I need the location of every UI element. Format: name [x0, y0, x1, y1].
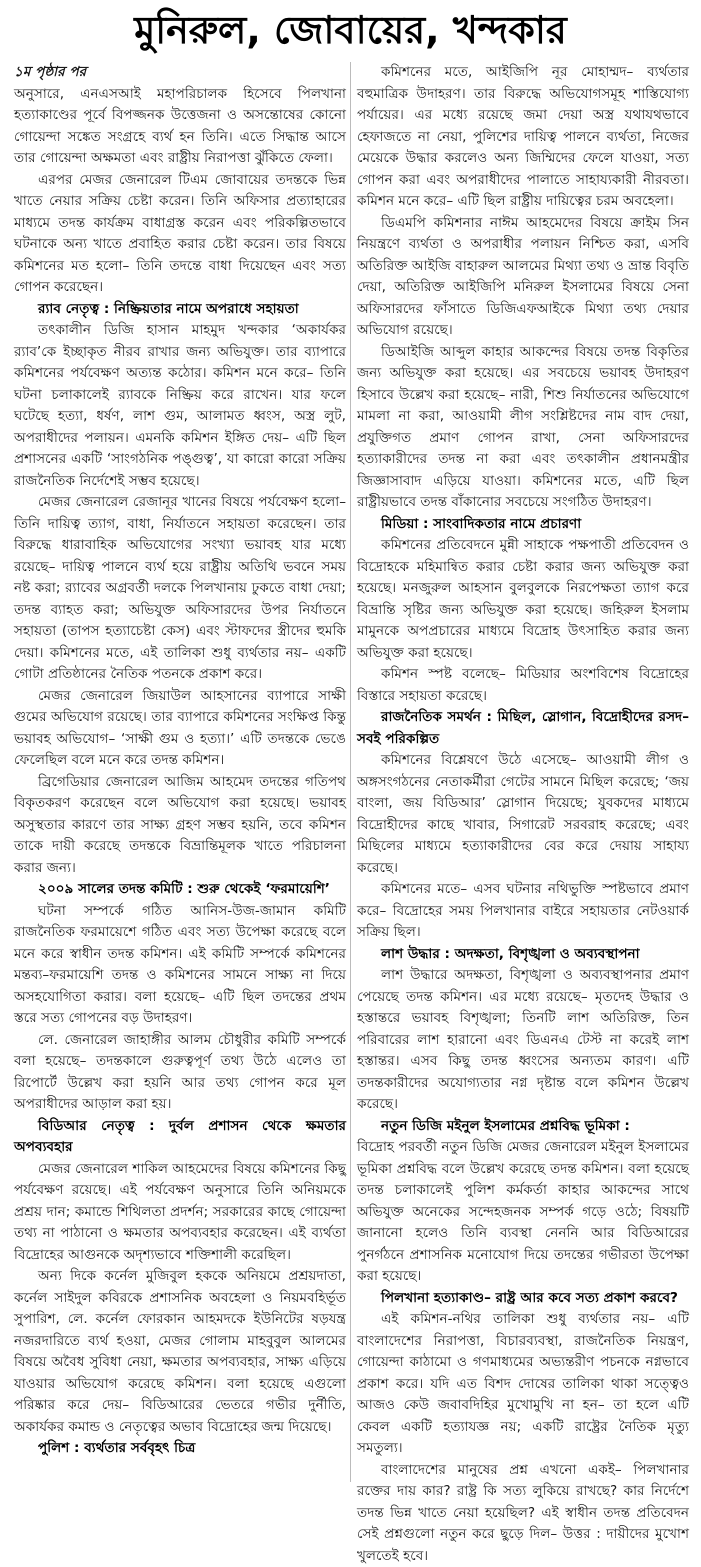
body-paragraph: কমিশনের বিশ্লেষণে উঠে এসেছে– আওয়ামী লীগ ও অঙ্গসংগঠনের নেতাকর্মীরা গেটের সামনে মিছিল করেছে; ‘জয় বাংলা, জয় বিডিআর’ স্লোগান দিয়েছে; যুবকদের মাধ্যমে বিদ্রোহীদের কাছে খাবার, সিগারেট সরবরাহ করেছে; এবং মিছিলের মাধ্যমে হত্যাকারীদের বের করে দেয়ায় সাহায্য করেছে। — [357, 750, 689, 879]
section-subheading: পুলিশ : ব্যর্থতার সর্ববৃহৎ চিত্র — [14, 1438, 346, 1460]
body-paragraph: মেজর জেনারেল শাকিল আহমেদের বিষয়ে কমিশনের কিছু পর্যবেক্ষণ রয়েছে। এই পর্যবেক্ষণ অনুসারে তিনি অনিয়মকে প্রশ্রয় দান; কমান্ডে শিথিলতা প্রদর্শন; সরকারের কাছে গোয়েন্দা তথ্য না পাঠানো ও ক্ষমতার অপব্যবহার করেছেন। এই ব্যর্থতা বিদ্রোহের আগুনকে অদৃশ্যভাবে শক্তিশালী করেছিল। — [14, 1159, 346, 1267]
section-subheading: মিডিয়া : সাংবাদিকতার নামে প্রচারণা — [357, 514, 689, 536]
body-paragraph: ডিএমপি কমিশনার নাঈম আহমেদের বিষয়ে ক্রাইম সিন নিয়ন্ত্রণে ব্যর্থতা ও অপরাধীর পলায়ন নিশ্চিত করা, এসবি অতিরিক্ত আইজি বাহারুল আলমের মিথ্যা তথ্য ও ভ্রান্ত বিবৃতি দেয়া, অতিরিক্ত আইজিপি মনিরুল ইসলামের বিষয়ে সেনা অফিসারদের ফাঁসাতে ডিজিএফআইকে মিথ্যা তথ্য দেয়ার অভিযোগ রয়েছে। — [357, 213, 689, 342]
body-paragraph: ব্রিগেডিয়ার জেনারেল আজিম আহমেদ তদন্তের গতিপথ বিকৃতকরণ করেছেন বলে অভিযোগ করা হয়েছে। ভয়াবহ অসুস্থতার কারণে তার সাক্ষ্য গ্রহণ সম্ভব হয়নি, তবে কমিশন তাকে দায়ী করেছে তদন্তকে বিভ্রান্তিমূলক খাতে পরিচালনা করার জন্য। — [14, 772, 346, 880]
section-subheading: লাশ উদ্ধার : অদক্ষতা, বিশৃঙ্খলা ও অব্যবস্থাপনা — [357, 944, 689, 966]
body-paragraph: এরপর মেজর জেনারেল টিএম জোবায়ের তদন্তকে ভিন্ন খাতে নেয়ার সক্রিয় চেষ্টা করেন। তিনি অফিসার প্রত্যাহারের মাধ্যমে তদন্ত কার্যক্রম বাধাগ্রস্ত করেন এবং পরিকল্পিতভাবে ঘটনাকে অন্য খাতে প্রবাহিত করার চেষ্টা করেন। তার বিষয়ে কমিশনের মত হলো– তিনি তদন্তে বাধা দিয়েছেন এবং সত্য গোপন করেছেন। — [14, 170, 346, 299]
section-subheading: পিলখানা হত্যাকাণ্ড– রাষ্ট্র আর কবে সত্য প্রকাশ করবে? — [357, 1288, 689, 1310]
article-column-right — [357, 62, 689, 1567]
body-paragraph: বাংলাদেশের মানুষের প্রশ্ন এখনো একই– পিলখানার রক্তের দায় কার? রাষ্ট্র কি সত্য লুকিয়ে রাখছে? কার নির্দেশে তদন্ত ভিন্ন খাতে নেয়া হয়েছিল? এই স্বাধীন তদন্ত প্রতিবেদন সেই প্রশ্নগুলো নতুন করে ছুড়ে দিল– উত্তর : দায়ীদের মুখোশ খুলতেই হবে। — [357, 1460, 689, 1567]
body-paragraph: কমিশন স্পষ্ট বলেছে– মিডিয়ার অংশবিশেষ বিদ্রোহের বিস্তারে সহায়তা করেছে। — [357, 664, 689, 707]
body-paragraph: লে. জেনারেল জাহাঙ্গীর আলম চৌধুরীর কমিটি সম্পর্কে বলা হয়েছে– তদন্তকালে গুরুত্বপূর্ণ তথ্য উঠে এলেও তা রিপোর্টে উল্লেখ করা হয়নি আর তথ্য গোপন করে মূল অপরাধীদের আড়াল করা হয়। — [14, 1030, 346, 1116]
body-paragraph: কমিশনের মতে– এসব ঘটনার নথিভুক্তি স্পষ্টভাবে প্রমাণ করে– বিদ্রোহের সময় পিলখানার বাইরে সহায়তার নেটওয়ার্ক সক্রিয় ছিল। — [357, 879, 689, 944]
section-subheading: ২০০৯ সালের তদন্ত কমিটি : শুরু থেকেই ‘ফরমায়েশি’ — [14, 879, 346, 901]
column-divider — [350, 62, 351, 1482]
section-subheading: রাজনৈতিক সমর্থন : মিছিল, স্লোগান, বিদ্রোহীদের রসদ– সবই পরিকল্পিত — [357, 707, 689, 750]
body-paragraph: লাশ উদ্ধারে অদক্ষতা, বিশৃঙ্খলা ও অব্যবস্থাপনার প্রমাণ পেয়েছে তদন্ত কমিশন। এর মধ্যে রয়েছে– মৃতদেহ উদ্ধার ও হস্তান্তরে ভয়াবহ বিশৃঙ্খলা; তিনটি লাশ অতিরিক্ত, তিন পরিবারের লাশ হারানো এবং ডিএনএ টেস্ট না করেই লাশ হস্তান্তর। এসব কিছু তদন্ত ধ্বংসের অন্যতম কারণ। এটি তদন্তকারীদের অযোগ্যতার নগ্ন দৃষ্টান্ত বলে কমিশন উল্লেখ করেছে। — [357, 965, 689, 1116]
body-paragraph: ঘটনা সম্পর্কে গঠিত আনিস-উজ-জামান কমিটি রাজনৈতিক ফরমায়েশে গঠিত এবং সত্য উপেক্ষা করেছে বলে মনে করে স্বাধীন তদন্ত কমিশন। এই কমিটি সম্পর্কে কমিশনের মন্তব্য–ফরমায়েশি তদন্ত ও কমিশনের সামনে সাক্ষ্য না দিয়ে অসহযোগিতা করার। বলা হয়েছে– এটি ছিল তদন্তের প্রথম স্তরে সত্য গোপনের বড় উদাহরণ। — [14, 901, 346, 1030]
body-paragraph: বিদ্রোহ পরবর্তী নতুন ডিজি মেজর জেনারেল মইনুল ইসলামের ভূমিকা প্রশ্নবিদ্ধ বলে উল্লেখ করেছে তদন্ত কমিশন। বলা হয়েছে তদন্ত চলাকালেই পুলিশ কর্মকর্তা কাহার আকন্দের সাথে অভিযুক্ত অনেকের সন্দেহজনক সম্পর্ক গড়ে ওঠে; বিষয়টি জানানো হলেও তিনি ব্যবস্থা নেননি আর বিডিআরের পুনর্গঠনে প্রশাসনিক মনোযোগ দিয়ে তদন্তের গভীরতা উপেক্ষা করা হয়েছে। — [357, 1137, 689, 1288]
section-subheading: র‍্যাব নেতৃত্ব : নিষ্ক্রিয়তার নামে অপরাধে সহায়তা — [14, 299, 346, 321]
body-paragraph: তৎকালীন ডিজি হাসান মাহমুদ খন্দকার ‘অকার্যকর র‍্যাব’কে ইচ্ছাকৃত নীরব রাখার জন্য অভিযুক্ত। তার ব্যাপারে কমিশনের পর্যবেক্ষণ অত্যন্ত কঠোর। কমিশন মনে করে– তিনি ঘটনা চলাকালেই র‍্যাবকে নিষ্ক্রিয় করে রাখেন। যার ফলে ঘটেছে হত্যা, ধর্ষণ, লাশ গুম, আলামত ধ্বংস, অস্ত্র লুট, অপরাধীদের পলায়ন। এমনকি কমিশন ইঙ্গিত দেয়– এটি ছিল প্রশাসনের একটি ‘সাংগঠনিক পঙ্গুত্ব’, যা কারো কারো সক্রিয় রাজনৈতিক নির্দেশেই সম্ভব হয়েছে। — [14, 320, 346, 492]
headline: মুনিরুল, জোবায়ের, খন্দকার — [0, 4, 701, 56]
body-paragraph: অন্য দিকে কর্নেল মুজিবুল হককে অনিয়মে প্রশ্রয়দাতা, কর্নেল সাইদুল কবিরকে প্রশাসনিক অবহেলা ও নিয়মবহির্ভূত সুপারিশ, লে. কর্নেল ফোরকান আহমদকে ইউনিটের ষড়যন্ত্র নজরদারিতে ব্যর্থ হওয়া, মেজর গোলাম মাহবুবুল আলমের বিষয়ে অবৈধ সুবিধা নেয়া, ক্ষমতার অপব্যবহার, সাক্ষ্য এড়িয়ে যাওয়ার অভিযোগ করেছে কমিশন। বলা হয়েছে এগুলো পরিষ্কার করে দেয়– বিডিআরের ভেতরে গভীর দুর্নীতি, অকার্যকর কমান্ড ও নেতৃত্বের অভাব বিদ্রোহের জন্ম দিয়েছে। — [14, 1266, 346, 1438]
body-paragraph: অনুসারে, এনএসআই মহাপরিচালক হিসেবে পিলখানা হত্যাকাণ্ডের পূর্বে বিপজ্জনক উত্তেজনা ও অসন্তোষের কোনো গোয়েন্দা সঙ্কেত সংগ্রহে ব্যর্থ হন তিনি। এতে সিদ্ধান্ত আসে তার গোয়েন্দা অক্ষমতা এবং রাষ্ট্রীয় নিরাপত্তা ঝুঁকিতে ফেলা। — [14, 84, 346, 170]
body-paragraph: ডিআইজি আব্দুল কাহার আকন্দের বিষয়ে তদন্ত বিকৃতির জন্য অভিযুক্ত করা হয়েছে। এর সবচেয়ে ভয়াবহ উদাহরণ হিসাবে উল্লেখ করা হয়েছে– নারী, শিশু নির্যাতনের অভিযোগে মামলা না করা, আওয়ামী লীগ সংশ্লিষ্টদের নাম বাদ দেয়া, প্রযুক্তিগত প্রমাণ গোপন রাখা, সেনা অফিসারদের হত্যাকারীদের তদন্ত না করা এবং তৎকালীন প্রধানমন্ত্রীর জিজ্ঞাসাবাদ এড়িয়ে যাওয়া। কমিশনের মতে, এটি ছিল রাষ্ট্রীয়ভাবে তদন্ত বাঁকানোর সবচেয়ে সংগঠিত উদাহরণ। — [357, 342, 689, 514]
body-paragraph: মেজর জেনারেল জিয়াউল আহসানের ব্যাপারে সাক্ষী গুমের অভিযোগ রয়েছে। তার ব্যাপারে কমিশনের সংক্ষিপ্ত কিন্তু ভয়াবহ অভিযোগ– ‘সাক্ষী গুম ও হত্যা।’ এটি তদন্তকে ভেঙে ফেলেছিল বলে মনে করে তদন্ত কমিশন। — [14, 686, 346, 772]
continued-from-label: ১ম পৃষ্ঠার পর — [14, 62, 346, 84]
body-paragraph: এই কমিশন-নথির তালিকা শুধু ব্যর্থতার নয়– এটি বাংলাদেশের নিরাপত্তা, বিচারব্যবস্থা, রাজনৈতিক নিয়ন্ত্রণ, গোয়েন্দা কাঠামো ও গণমাধ্যমের অভ্যন্তরীণ পচনকে নগ্নভাবে প্রকাশ করে। যদি এত বিশদ দোষের তালিকা থাকা সত্ত্বেও আজও কেউ জবাবদিহির মুখোমুখি না হন– তা হলে এটি কেবল একটি হত্যাযজ্ঞ নয়; একটি রাষ্ট্রের নৈতিক মৃত্যু সমতুল্য। — [357, 1309, 689, 1460]
body-paragraph: কমিশনের মতে, আইজিপি নূর মোহাম্মদ– ব্যর্থতার বহুমাত্রিক উদাহরণ। তার বিরুদ্ধে অভিযোগসমূহ শাস্তিযোগ্য পর্যায়ের। এর মধ্যে রয়েছে জমা দেয়া অস্ত্র যথাযথভাবে হেফাজতে না নেয়া, পুলিশের দায়িত্ব পালনে ব্যর্থতা, নিজের মেয়েকে উদ্ধার করলেও অন্য জিম্মিদের ফেলে যাওয়া, সত্য গোপন করা এবং অপরাধীদের পালাতে সাহায্যকারী নীরবতা। কমিশন মনে করে– এটি ছিল রাষ্ট্রীয় দায়িত্বের চরম অবহেলা। — [357, 62, 689, 213]
section-subheading: নতুন ডিজি মইনুল ইসলামের প্রশ্নবিদ্ধ ভূমিকা : — [357, 1116, 689, 1138]
article-column-left — [14, 62, 346, 1460]
body-paragraph: কমিশনের প্রতিবেদনে মুন্নী সাহাকে পক্ষপাতী প্রতিবেদন ও বিদ্রোহকে মহিমান্বিত করার চেষ্টা করার জন্য অভিযুক্ত করা হয়েছে। মনজুরুল আহসান বুলবুলকে নিরপেক্ষতা ত্যাগ করে বিভ্রান্তি সৃষ্টির জন্য অভিযুক্ত করা হয়েছে। জহিরুল ইসলাম মামুনকে অপপ্রচারের মাধ্যমে বিদ্রোহ উৎসাহিত করার জন্য অভিযুক্ত করা হয়েছে। — [357, 535, 689, 664]
body-paragraph: মেজর জেনারেল রেজানূর খানের বিষয়ে পর্যবেক্ষণ হলো– তিনি দায়িত্ব ত্যাগ, বাধা, নির্যাতনে সহায়তা করেছেন। তার বিরুদ্ধে ধারাবাহিক অভিযোগের সংখ্যা ভয়াবহ যার মধ্যে রয়েছে– দায়িত্ব পালনে ব্যর্থ হয়ে রাষ্ট্রীয় অতিথি ভবনে সময় নষ্ট করা; র‍্যাবের অগ্রবর্তী দলকে পিলখানায় ঢুকতে বাধা দেয়া; তদন্ত ব্যাহত করা; অভিযুক্ত অফিসারদের উপর নির্যাতনে সহায়তা (তাপস হত্যাচেষ্টা কেস) এবং স্টাফদের স্ত্রীদের হুমকি দেয়া। কমিশনের মতে, এই তালিকা শুধু ব্যর্থতার নয়– একটি গোটা প্রতিষ্ঠানের নৈতিক পতনকে প্রকাশ করে। — [14, 492, 346, 686]
section-subheading: বিডিআর নেতৃত্ব : দুর্বল প্রশাসন থেকে ক্ষমতার অপব্যবহার — [14, 1116, 346, 1159]
